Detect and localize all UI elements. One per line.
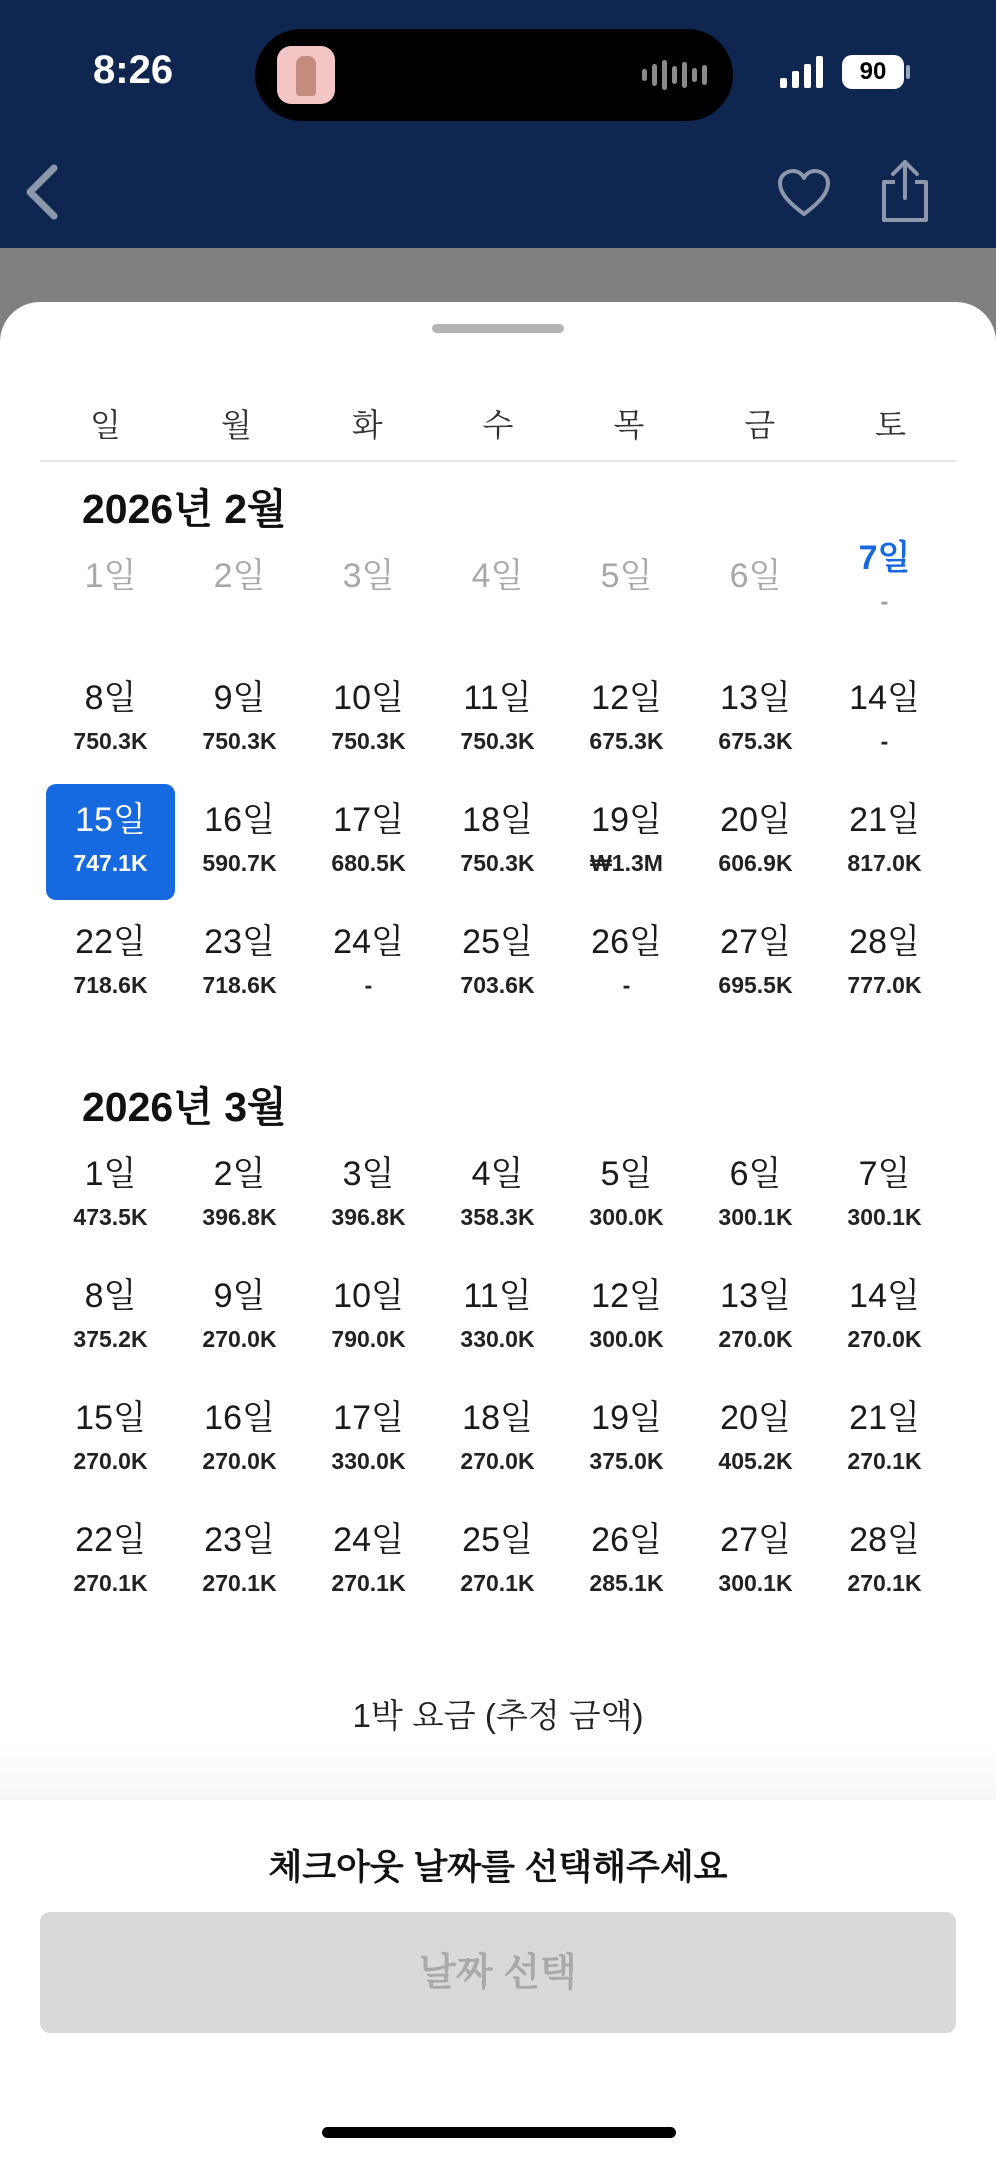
day-number: 4일 (471, 557, 524, 595)
day-cell[interactable] (691, 660, 820, 782)
day-cell[interactable] (304, 1502, 433, 1624)
month-title: 2026년 3월 (82, 1084, 287, 1130)
day-number: 12일 (591, 679, 662, 717)
day-cell[interactable] (820, 782, 949, 904)
heart-icon (776, 168, 832, 218)
day-cell[interactable] (46, 1136, 175, 1258)
day-cell[interactable] (433, 1258, 562, 1380)
day-number: 5일 (600, 1155, 653, 1193)
day-price: 270.0K (202, 1448, 277, 1474)
day-number: 28일 (849, 1521, 920, 1559)
day-cell (46, 538, 175, 660)
day-cell[interactable] (175, 1380, 304, 1502)
day-price: 790.0K (331, 1326, 406, 1352)
weekday-label: 목 (613, 407, 645, 443)
weekday-header (40, 400, 956, 462)
battery-tip (906, 65, 910, 79)
day-number: 18일 (462, 801, 533, 839)
day-price: 375.2K (73, 1326, 148, 1352)
day-number: 28일 (849, 923, 920, 961)
day-number: 17일 (333, 1399, 404, 1437)
day-price: 300.1K (718, 1570, 793, 1596)
day-number: 22일 (75, 1521, 146, 1559)
day-number: 24일 (333, 1521, 404, 1559)
day-cell[interactable] (433, 660, 562, 782)
select-date-button[interactable]: 날짜 선택 (40, 1912, 956, 2033)
day-price: 750.3K (460, 728, 535, 754)
day-number: 17일 (333, 801, 404, 839)
day-price: 747.1K (73, 850, 148, 876)
month-title: 2026년 2월 (82, 486, 287, 532)
day-number: 15일 (75, 1399, 146, 1437)
day-price: 270.0K (460, 1448, 535, 1474)
day-cell[interactable] (304, 660, 433, 782)
day-cell[interactable] (433, 904, 562, 1026)
day-price: 590.7K (202, 850, 277, 876)
day-number: 14일 (849, 679, 920, 717)
day-price: 270.1K (847, 1448, 922, 1474)
day-price: 300.1K (718, 1204, 793, 1230)
day-cell[interactable] (820, 660, 949, 782)
day-number: 9일 (213, 1277, 266, 1315)
day-cell[interactable] (46, 660, 175, 782)
day-cell[interactable] (433, 1502, 562, 1624)
share-button[interactable] (878, 158, 932, 224)
day-cell[interactable] (175, 904, 304, 1026)
day-price: - (364, 972, 373, 998)
day-number: 15일 (75, 801, 146, 839)
day-number: 23일 (204, 1521, 275, 1559)
day-number: 6일 (729, 1155, 782, 1193)
day-price: 375.0K (589, 1448, 664, 1474)
day-cell[interactable] (562, 904, 691, 1026)
day-price: 606.9K (718, 850, 793, 876)
day-cell[interactable] (175, 660, 304, 782)
day-cell[interactable] (304, 904, 433, 1026)
day-number: 22일 (75, 923, 146, 961)
day-cell[interactable] (175, 1258, 304, 1380)
day-price: 270.1K (460, 1570, 535, 1596)
day-cell[interactable] (691, 782, 820, 904)
day-number: 13일 (720, 1277, 791, 1315)
day-price: 750.3K (460, 850, 535, 876)
sheet-grabber[interactable] (432, 324, 564, 333)
day-price: - (880, 588, 889, 614)
day-number: 18일 (462, 1399, 533, 1437)
day-cell[interactable] (820, 904, 949, 1026)
day-cell[interactable] (304, 1380, 433, 1502)
day-price: 695.5K (718, 972, 793, 998)
day-cell[interactable] (691, 904, 820, 1026)
calendar-grid-feb (46, 538, 950, 1026)
day-number: 3일 (342, 1155, 395, 1193)
day-price: 270.1K (202, 1570, 277, 1596)
day-cell[interactable] (562, 782, 691, 904)
day-cell[interactable] (562, 660, 691, 782)
day-number: 26일 (591, 1521, 662, 1559)
day-price: 718.6K (73, 972, 148, 998)
day-price: 750.3K (202, 728, 277, 754)
day-price: 270.0K (202, 1326, 277, 1352)
day-cell[interactable] (46, 1502, 175, 1624)
day-price: 750.3K (331, 728, 406, 754)
checkout-prompt: 체크아웃 날짜를 선택해주세요 (268, 1848, 728, 1887)
chevron-left-icon (18, 160, 68, 224)
day-number: 23일 (204, 923, 275, 961)
weekday-label: 수 (482, 407, 514, 443)
cellular-signal-icon (780, 54, 823, 88)
day-number: 2일 (213, 557, 266, 595)
day-cell[interactable] (433, 1380, 562, 1502)
day-price: - (880, 728, 889, 754)
day-cell-today[interactable] (820, 538, 949, 660)
day-cell[interactable] (175, 1502, 304, 1624)
day-price: - (622, 972, 631, 998)
dynamic-island (255, 29, 733, 121)
day-number: 7일 (858, 1155, 911, 1193)
day-cell (175, 538, 304, 660)
day-price: 285.1K (589, 1570, 664, 1596)
day-number: 4일 (471, 1155, 524, 1193)
day-number: 1일 (84, 557, 137, 595)
day-number: 8일 (84, 1277, 137, 1315)
day-number: 27일 (720, 923, 791, 961)
calendar-grid-mar (46, 1136, 950, 1624)
day-cell[interactable] (562, 1380, 691, 1502)
day-cell[interactable] (46, 1258, 175, 1380)
day-number: 10일 (333, 1277, 404, 1315)
day-number: 26일 (591, 923, 662, 961)
day-number: 25일 (462, 1521, 533, 1559)
day-cell-selected[interactable] (46, 784, 175, 900)
day-price: 270.0K (73, 1448, 148, 1474)
day-price: 473.5K (73, 1204, 148, 1230)
day-number: 21일 (849, 801, 920, 839)
day-number: 3일 (342, 557, 395, 595)
back-button[interactable] (18, 160, 68, 224)
day-price: 750.3K (73, 728, 148, 754)
day-number: 9일 (213, 679, 266, 717)
day-cell[interactable] (820, 1258, 949, 1380)
day-price: 330.0K (331, 1448, 406, 1474)
day-number: 25일 (462, 923, 533, 961)
day-cell[interactable] (46, 1380, 175, 1502)
day-cell[interactable] (562, 1136, 691, 1258)
day-price: 270.0K (718, 1326, 793, 1352)
weekday-label: 금 (744, 407, 776, 443)
day-cell[interactable] (433, 1136, 562, 1258)
day-number: 12일 (591, 1277, 662, 1315)
weekday-label: 월 (220, 407, 252, 443)
day-price: 396.8K (331, 1204, 406, 1230)
day-cell (691, 538, 820, 660)
day-cell[interactable] (175, 1136, 304, 1258)
day-number: 11일 (463, 1277, 532, 1315)
day-cell[interactable] (562, 1258, 691, 1380)
day-cell[interactable] (691, 1502, 820, 1624)
day-number: 7일 (858, 539, 911, 577)
day-number: 20일 (720, 801, 791, 839)
day-cell[interactable] (304, 1258, 433, 1380)
day-number: 6일 (729, 557, 782, 595)
day-cell[interactable] (304, 782, 433, 904)
day-cell (562, 538, 691, 660)
day-price: 703.6K (460, 972, 535, 998)
day-cell[interactable] (562, 1502, 691, 1624)
day-price: 270.1K (847, 1570, 922, 1596)
day-cell (304, 538, 433, 660)
day-number: 2일 (213, 1155, 266, 1193)
day-price: 270.1K (331, 1570, 406, 1596)
day-price: 300.0K (589, 1326, 664, 1352)
status-time: 8:26 (93, 48, 174, 92)
day-number: 5일 (600, 557, 653, 595)
day-number: 14일 (849, 1277, 920, 1315)
day-number: 16일 (204, 801, 275, 839)
day-number: 13일 (720, 679, 791, 717)
day-cell[interactable] (46, 904, 175, 1026)
day-price: 300.1K (847, 1204, 922, 1230)
weekday-label: 토 (875, 407, 907, 443)
favorite-button[interactable] (776, 168, 832, 218)
day-price: 330.0K (460, 1326, 535, 1352)
day-price: 675.3K (589, 728, 664, 754)
home-indicator[interactable] (322, 2127, 676, 2138)
day-cell[interactable] (820, 1136, 949, 1258)
day-price: 405.2K (718, 1448, 793, 1474)
day-price: 358.3K (460, 1204, 535, 1230)
day-cell[interactable] (691, 1380, 820, 1502)
app-header (0, 0, 996, 248)
audio-wave-icon (642, 59, 707, 91)
battery-indicator: 90 (842, 55, 904, 89)
day-cell (433, 538, 562, 660)
day-number: 8일 (84, 679, 137, 717)
day-cell[interactable] (820, 1380, 949, 1502)
day-number: 27일 (720, 1521, 791, 1559)
weekday-label: 화 (351, 407, 383, 443)
day-number: 16일 (204, 1399, 275, 1437)
bottom-action-bar (0, 1800, 996, 2160)
day-number: 19일 (591, 1399, 662, 1437)
day-number: 10일 (333, 679, 404, 717)
day-price: 675.3K (718, 728, 793, 754)
day-cell[interactable] (691, 1258, 820, 1380)
day-price: 396.8K (202, 1204, 277, 1230)
day-number: 19일 (591, 801, 662, 839)
day-cell[interactable] (691, 1136, 820, 1258)
day-number: 20일 (720, 1399, 791, 1437)
weekday-label: 일 (89, 407, 121, 443)
day-cell[interactable] (175, 782, 304, 904)
day-cell[interactable] (304, 1136, 433, 1258)
day-number: 11일 (463, 679, 532, 717)
day-price: 777.0K (847, 972, 922, 998)
day-number: 24일 (333, 923, 404, 961)
day-price: 817.0K (847, 850, 922, 876)
day-cell[interactable] (433, 782, 562, 904)
day-price: 300.0K (589, 1204, 664, 1230)
share-icon (878, 158, 932, 224)
day-cell[interactable] (820, 1502, 949, 1624)
day-number: 1일 (84, 1155, 137, 1193)
day-price: 270.1K (73, 1570, 148, 1596)
day-price: 680.5K (331, 850, 406, 876)
day-price: 718.6K (202, 972, 277, 998)
day-price: 270.0K (847, 1326, 922, 1352)
now-playing-thumbnail (277, 46, 335, 104)
day-price: ₩1.3M (590, 850, 663, 876)
price-note: 1박 요금 (추정 금액) (352, 1697, 644, 1734)
day-number: 21일 (849, 1399, 920, 1437)
